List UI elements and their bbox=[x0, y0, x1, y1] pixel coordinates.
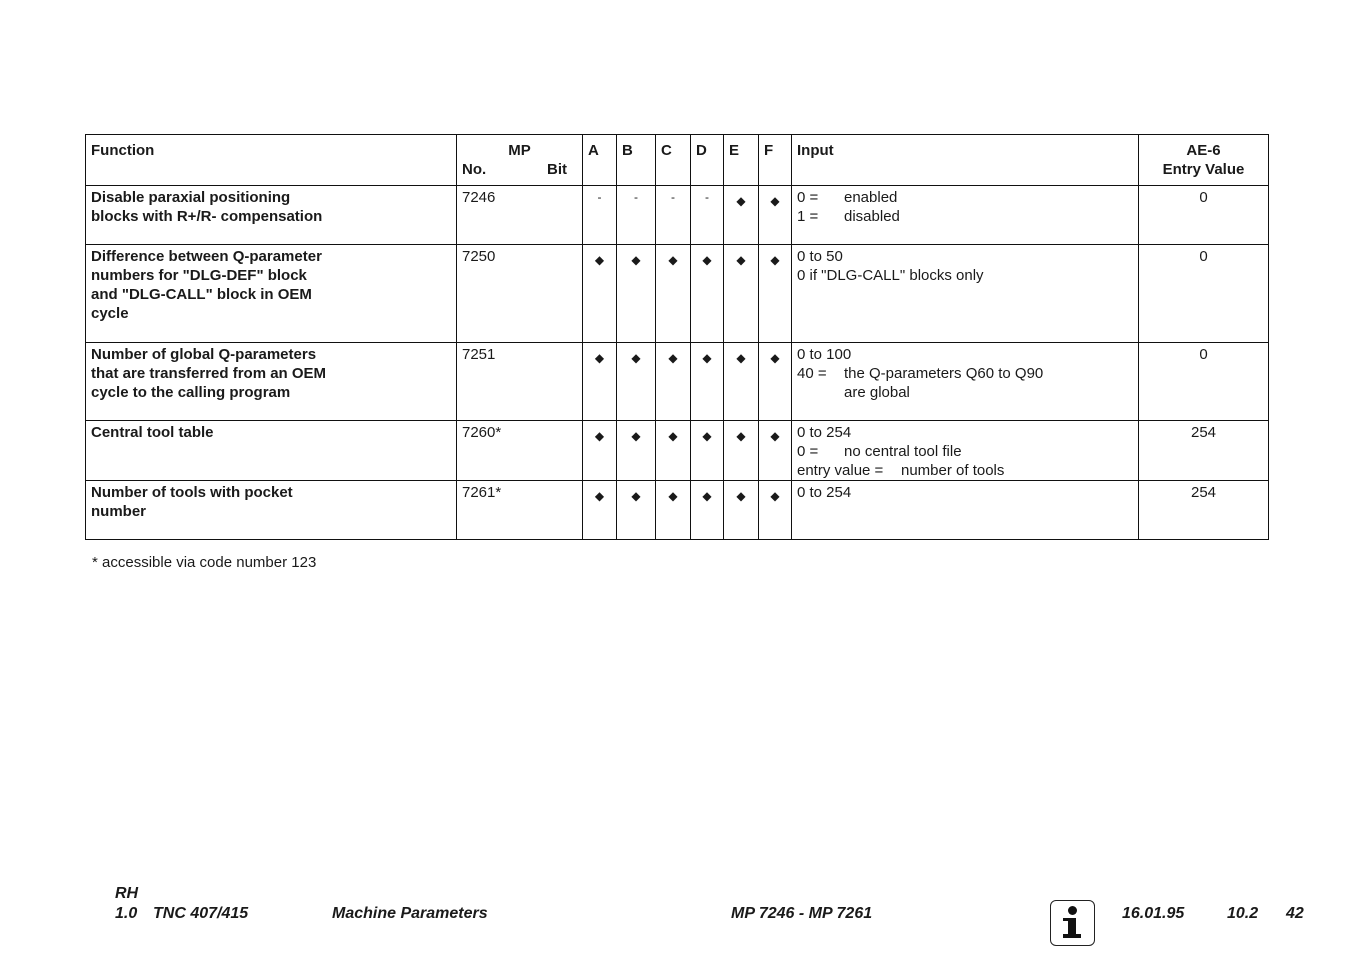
row-mark-e: ◆ bbox=[724, 245, 759, 343]
row-function: Number of global Q-parameters that are transferred from an OEM cycle to the calling program bbox=[86, 343, 457, 421]
header-mp-title: MP bbox=[508, 142, 531, 159]
row-mark-a: ◆ bbox=[583, 343, 617, 421]
row-input: 0 to 50 0 if "DLG-CALL" blocks only bbox=[792, 245, 1139, 343]
footnote: * accessible via code number 123 bbox=[92, 554, 317, 571]
row-entry-value: 254 bbox=[1139, 421, 1269, 481]
header-e: E bbox=[724, 135, 759, 186]
row-mark-e: ◆ bbox=[724, 481, 759, 540]
row-mp-number: 7260* bbox=[457, 421, 583, 481]
header-mp-bit: Bit bbox=[547, 161, 567, 178]
row-mark-d: - bbox=[691, 186, 724, 245]
footer-range: MP 7246 - MP 7261 bbox=[731, 905, 873, 922]
footer-page-number: 42 bbox=[1286, 905, 1304, 922]
row-function: Difference between Q-parameter numbers for "DLG-DEF" block and "DLG-CALL" block in OEM cycle bbox=[86, 245, 457, 343]
row-entry-value: 0 bbox=[1139, 343, 1269, 421]
row-mark-e: ◆ bbox=[724, 186, 759, 245]
footer-author: RH bbox=[115, 885, 139, 902]
row-input: 0 to 254 bbox=[792, 481, 1139, 540]
row-mark-c: ◆ bbox=[656, 421, 691, 481]
row-input: 0 to 254 0 = no central tool file entry value = number of tools bbox=[792, 421, 1139, 481]
footer-section: Machine Parameters bbox=[332, 905, 488, 922]
row-mark-b: ◆ bbox=[617, 343, 656, 421]
row-entry-value: 0 bbox=[1139, 245, 1269, 343]
row-function: Disable paraxial positioning blocks with R+/R- compensation bbox=[86, 186, 457, 245]
row-mark-b: - bbox=[617, 186, 656, 245]
row-mark-c: - bbox=[656, 186, 691, 245]
row-mark-e: ◆ bbox=[724, 421, 759, 481]
row-mark-a: ◆ bbox=[583, 421, 617, 481]
row-mark-c: ◆ bbox=[656, 245, 691, 343]
header-b: B bbox=[617, 135, 656, 186]
row-function: Central tool table bbox=[86, 421, 457, 481]
row-mark-a: ◆ bbox=[583, 245, 617, 343]
row-mark-b: ◆ bbox=[617, 481, 656, 540]
table-row bbox=[86, 245, 1269, 343]
table-row bbox=[86, 421, 1269, 481]
row-mp-number: 7246 bbox=[457, 186, 583, 245]
footer-chapter: 10.2 bbox=[1227, 905, 1259, 922]
row-mark-f: ◆ bbox=[759, 245, 792, 343]
row-mark-b: ◆ bbox=[617, 421, 656, 481]
row-input: 0 to 100 40 = the Q-parameters Q60 to Q90 are global bbox=[792, 343, 1139, 421]
header-entry-value bbox=[1139, 135, 1269, 186]
table-row bbox=[86, 186, 1269, 245]
row-mark-c: ◆ bbox=[656, 481, 691, 540]
table-row bbox=[86, 343, 1269, 421]
header-c: C bbox=[656, 135, 691, 186]
row-mark-e: ◆ bbox=[724, 343, 759, 421]
header-entry-label: Entry Value bbox=[1162, 161, 1245, 178]
row-mark-f: ◆ bbox=[759, 343, 792, 421]
row-mp-number: 7261* bbox=[457, 481, 583, 540]
footer-version: 1.0 bbox=[115, 905, 138, 922]
header-function: Function bbox=[86, 135, 457, 186]
row-mark-d: ◆ bbox=[691, 343, 724, 421]
row-function: Number of tools with pocket number bbox=[86, 481, 457, 540]
row-input: 0 = enabled 1 = disabled bbox=[792, 186, 1139, 245]
header-mp-no: No. bbox=[462, 161, 487, 178]
table-header-row bbox=[86, 135, 1269, 186]
row-mark-f: ◆ bbox=[759, 186, 792, 245]
row-entry-value: 254 bbox=[1139, 481, 1269, 540]
header-a: A bbox=[583, 135, 617, 186]
row-entry-value: 0 bbox=[1139, 186, 1269, 245]
row-mark-c: ◆ bbox=[656, 343, 691, 421]
row-mp-number: 7250 bbox=[457, 245, 583, 343]
row-mark-a: - bbox=[583, 186, 617, 245]
row-mark-d: ◆ bbox=[691, 421, 724, 481]
row-mark-d: ◆ bbox=[691, 245, 724, 343]
header-input: Input bbox=[792, 135, 1139, 186]
footer-product: TNC 407/415 bbox=[153, 905, 249, 922]
machine-parameters-table bbox=[85, 134, 1269, 540]
header-f: F bbox=[759, 135, 792, 186]
footer-date: 16.01.95 bbox=[1122, 905, 1185, 922]
header-mp bbox=[457, 135, 583, 186]
table-row bbox=[86, 481, 1269, 540]
row-mark-f: ◆ bbox=[759, 481, 792, 540]
row-mp-number: 7251 bbox=[457, 343, 583, 421]
row-mark-d: ◆ bbox=[691, 481, 724, 540]
header-ae6: AE-6 bbox=[1186, 142, 1221, 159]
info-icon bbox=[1050, 900, 1095, 946]
page-footer bbox=[0, 884, 1351, 954]
row-mark-f: ◆ bbox=[759, 421, 792, 481]
row-mark-b: ◆ bbox=[617, 245, 656, 343]
row-mark-a: ◆ bbox=[583, 481, 617, 540]
header-d: D bbox=[691, 135, 724, 186]
